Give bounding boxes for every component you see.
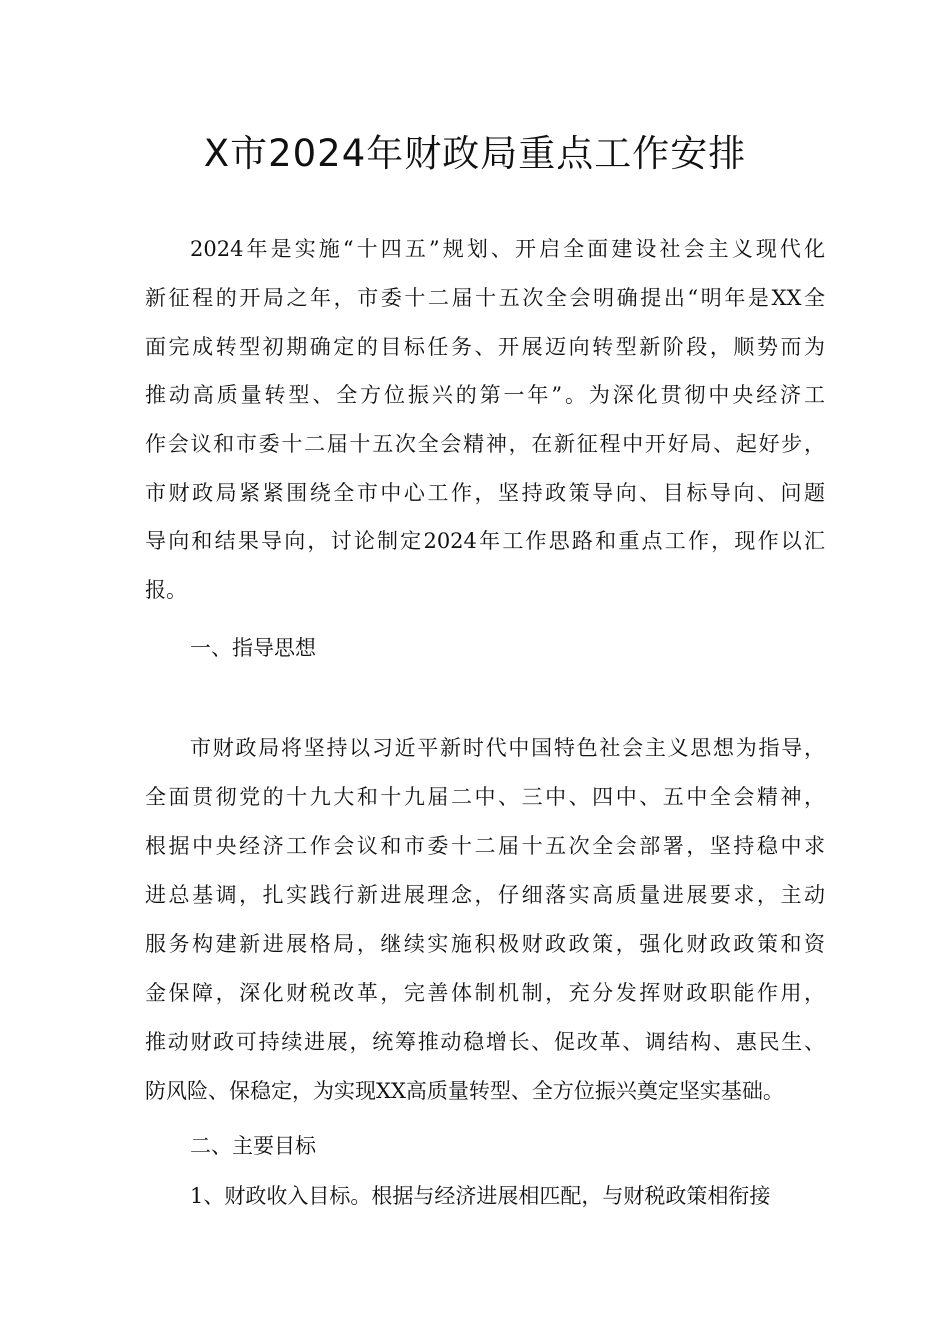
paragraph-line: 推动高质量转型、全方位振兴的第一年”。为深化贯彻中央经济工 <box>145 383 825 407</box>
paragraph-line: 2024年是实施“十四五”规划、开启全面建设社会主义现代化 <box>190 237 825 261</box>
paragraph-line: 推动财政可持续进展，统筹推动稳增长、促改革、调结构、惠民生、 <box>145 1030 825 1054</box>
paragraph-line: 1、财政收入目标。根据与经济进展相匹配，与财税政策相衔接 <box>190 1184 771 1208</box>
paragraph-line: 进总基调，扎实践行新进展理念，仔细落实高质量进展要求，主动 <box>145 883 825 907</box>
section-heading-main-goals: 二、主要目标 <box>190 1134 316 1158</box>
paragraph-line: 全面贯彻党的十九大和十九届二中、三中、四中、五中全会精神， <box>145 785 825 809</box>
paragraph-line: 服务构建新进展格局，继续实施积极财政政策，强化财政政策和资 <box>145 932 825 956</box>
paragraph-line: 市财政局紧紧围绕全市中心工作，坚持政策导向、目标导向、问题 <box>145 481 825 505</box>
paragraph-line: 作会议和市委十二届十五次全会精神，在新征程中开好局、起好步， <box>145 432 825 456</box>
paragraph-line: 根据中央经济工作会议和市委十二届十五次全会部署，坚持稳中求 <box>145 834 825 858</box>
paragraph-line: 报。 <box>145 578 187 602</box>
paragraph-line: 防风险、保稳定，为实现XX高质量转型、全方位振兴奠定坚实基础。 <box>145 1079 784 1103</box>
paragraph-line: 金保障，深化财税改革，完善体制机制，充分发挥财政职能作用， <box>145 981 825 1005</box>
document-title: X市2024年财政局重点工作安排 <box>203 132 747 175</box>
paragraph-line: 面完成转型初期确定的目标任务、开展迈向转型新阶段，顺势而为 <box>145 335 825 359</box>
section-heading-guiding-ideology: 一、指导思想 <box>190 636 316 660</box>
paragraph-line: 市财政局将坚持以习近平新时代中国特色社会主义思想为指导， <box>190 736 825 760</box>
paragraph-line: 新征程的开局之年，市委十二届十五次全会明确提出“明年是XX全 <box>145 286 825 310</box>
paragraph-line: 导向和结果导向，讨论制定2024年工作思路和重点工作，现作以汇 <box>145 529 825 553</box>
